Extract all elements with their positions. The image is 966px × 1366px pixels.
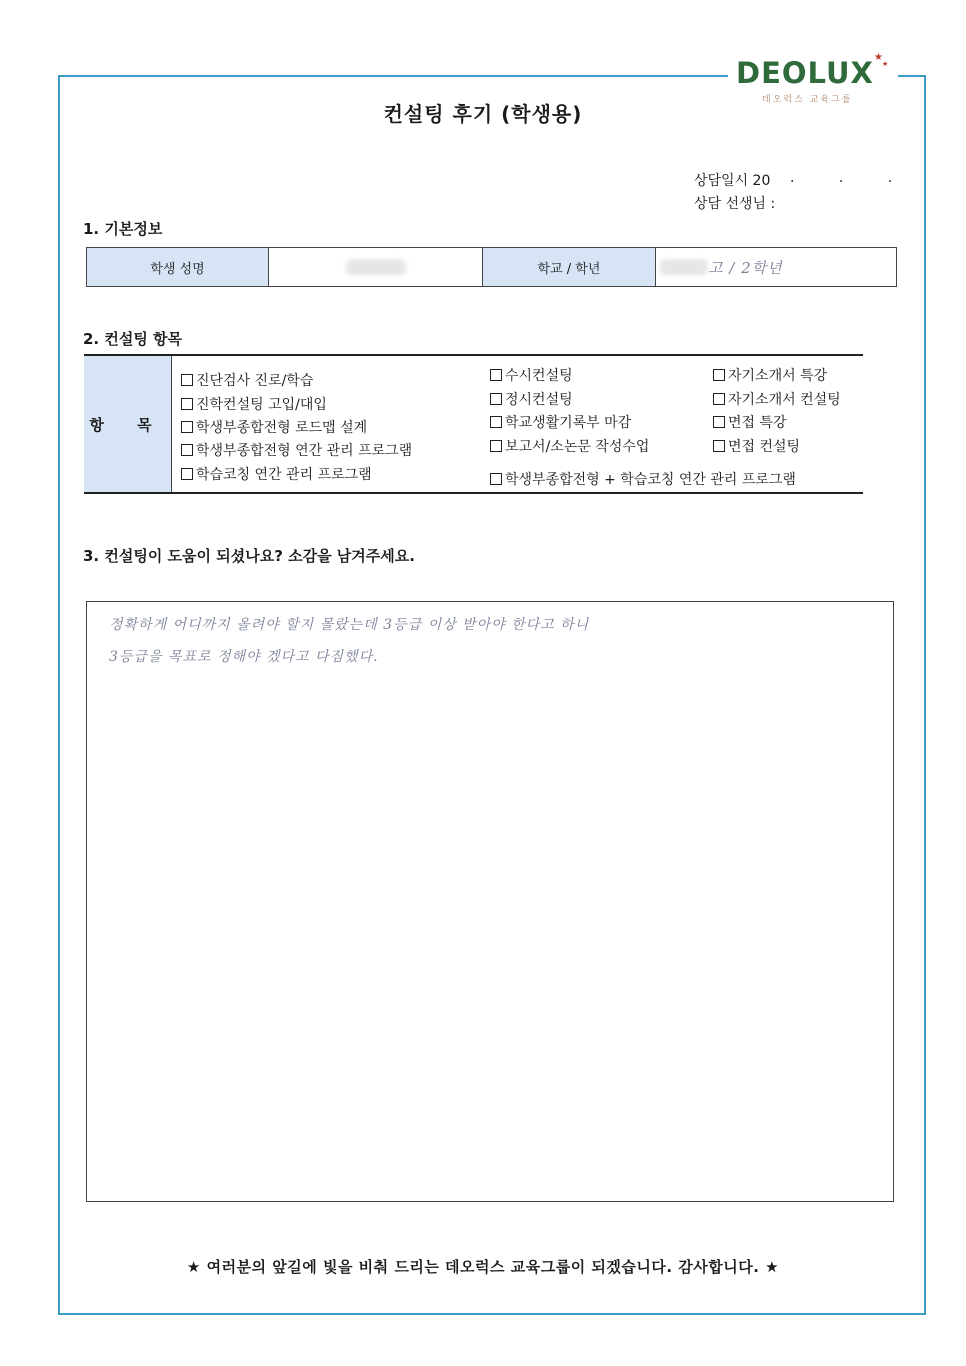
item-checkbox[interactable]: 수시컨설팅: [490, 365, 573, 385]
consult-teacher-label: 상담 선생님 :: [694, 196, 776, 212]
item-checkbox[interactable]: 자기소개서 컨설팅: [713, 389, 841, 409]
item-checkbox[interactable]: 자기소개서 특강: [713, 365, 827, 385]
checkbox-icon: [490, 369, 502, 381]
handwritten-line: 정확하게 어디까지 올려야 할지 몰랐는데 3등급 이상 받아야 한다고 하니: [109, 617, 590, 633]
section-feedback-heading: 3. 컨설팅이 도움이 되셨나요? 소감을 남겨주세요.: [83, 547, 415, 565]
item-checkbox[interactable]: 보고서/소논문 작성수업: [490, 436, 649, 456]
consult-date-label: 상담일시 20: [694, 173, 771, 189]
item-checkbox[interactable]: 정시컨설팅: [490, 389, 573, 409]
basic-info-table: [86, 247, 897, 287]
redacted-name: [346, 259, 406, 275]
item-checkbox[interactable]: 진단검사 진로/학습: [181, 370, 313, 390]
item-checkbox[interactable]: 진학컨설팅 고입/대입: [181, 394, 327, 414]
consulting-items-table: [84, 354, 863, 494]
items-list: [172, 356, 863, 492]
school-grade-handwriting: 고 / 2학년: [708, 258, 783, 277]
school-grade-label: 학교 / 학년: [483, 248, 656, 286]
checkbox-icon: [490, 440, 502, 452]
items-label: 항 목: [84, 356, 172, 492]
checkbox-icon: [181, 374, 193, 386]
page-title: 컨설팅 후기 (학생용): [383, 102, 583, 126]
school-grade-value[interactable]: [656, 248, 896, 286]
checkbox-icon: [713, 369, 725, 381]
item-checkbox[interactable]: 학생부종합전형 연간 관리 프로그램: [181, 440, 412, 460]
item-checkbox[interactable]: 학생부종합전형 + 학습코칭 연간 관리 프로그램: [490, 469, 796, 489]
checkbox-icon: [713, 416, 725, 428]
item-checkbox[interactable]: 면접 컨설팅: [713, 436, 800, 456]
checkbox-icon: [490, 473, 502, 485]
brand-subtitle: 데오럭스 교육그룹: [762, 95, 853, 105]
checkbox-icon: [490, 393, 502, 405]
footer-message: ★ 여러분의 앞길에 빛을 비춰 드리는 데오럭스 교육그룹이 되겠습니다. 감사합니다. ★: [186, 1258, 780, 1276]
item-checkbox[interactable]: 학생부종합전형 로드맵 설계: [181, 417, 367, 437]
section-basic-info-heading: 1. 기본정보: [83, 220, 163, 238]
checkbox-icon: [713, 393, 725, 405]
handwritten-line: 3등급을 목표로 정해야 겠다고 다짐했다.: [109, 649, 379, 665]
checkbox-icon: [181, 468, 193, 480]
checkbox-icon: [490, 416, 502, 428]
item-checkbox[interactable]: 면접 특강: [713, 412, 787, 432]
item-checkbox[interactable]: 학교생활기록부 마감: [490, 412, 631, 432]
item-checkbox[interactable]: 학습코칭 연간 관리 프로그램: [181, 464, 372, 484]
checkbox-icon: [181, 444, 193, 456]
logo-star-icon: ★: [874, 52, 883, 63]
brand-logo: DEOLUX: [736, 56, 874, 90]
section-items-heading: 2. 컨설팅 항목: [83, 330, 183, 348]
student-name-value[interactable]: [269, 248, 483, 286]
checkbox-icon: [713, 440, 725, 452]
redacted-school: [660, 259, 708, 275]
consult-date-dots: . . .: [790, 170, 913, 186]
logo-star-icon: ★: [882, 60, 889, 68]
checkbox-icon: [181, 398, 193, 410]
checkbox-icon: [181, 421, 193, 433]
feedback-answer-box[interactable]: [86, 601, 894, 1202]
student-name-label: 학생 성명: [87, 248, 269, 286]
